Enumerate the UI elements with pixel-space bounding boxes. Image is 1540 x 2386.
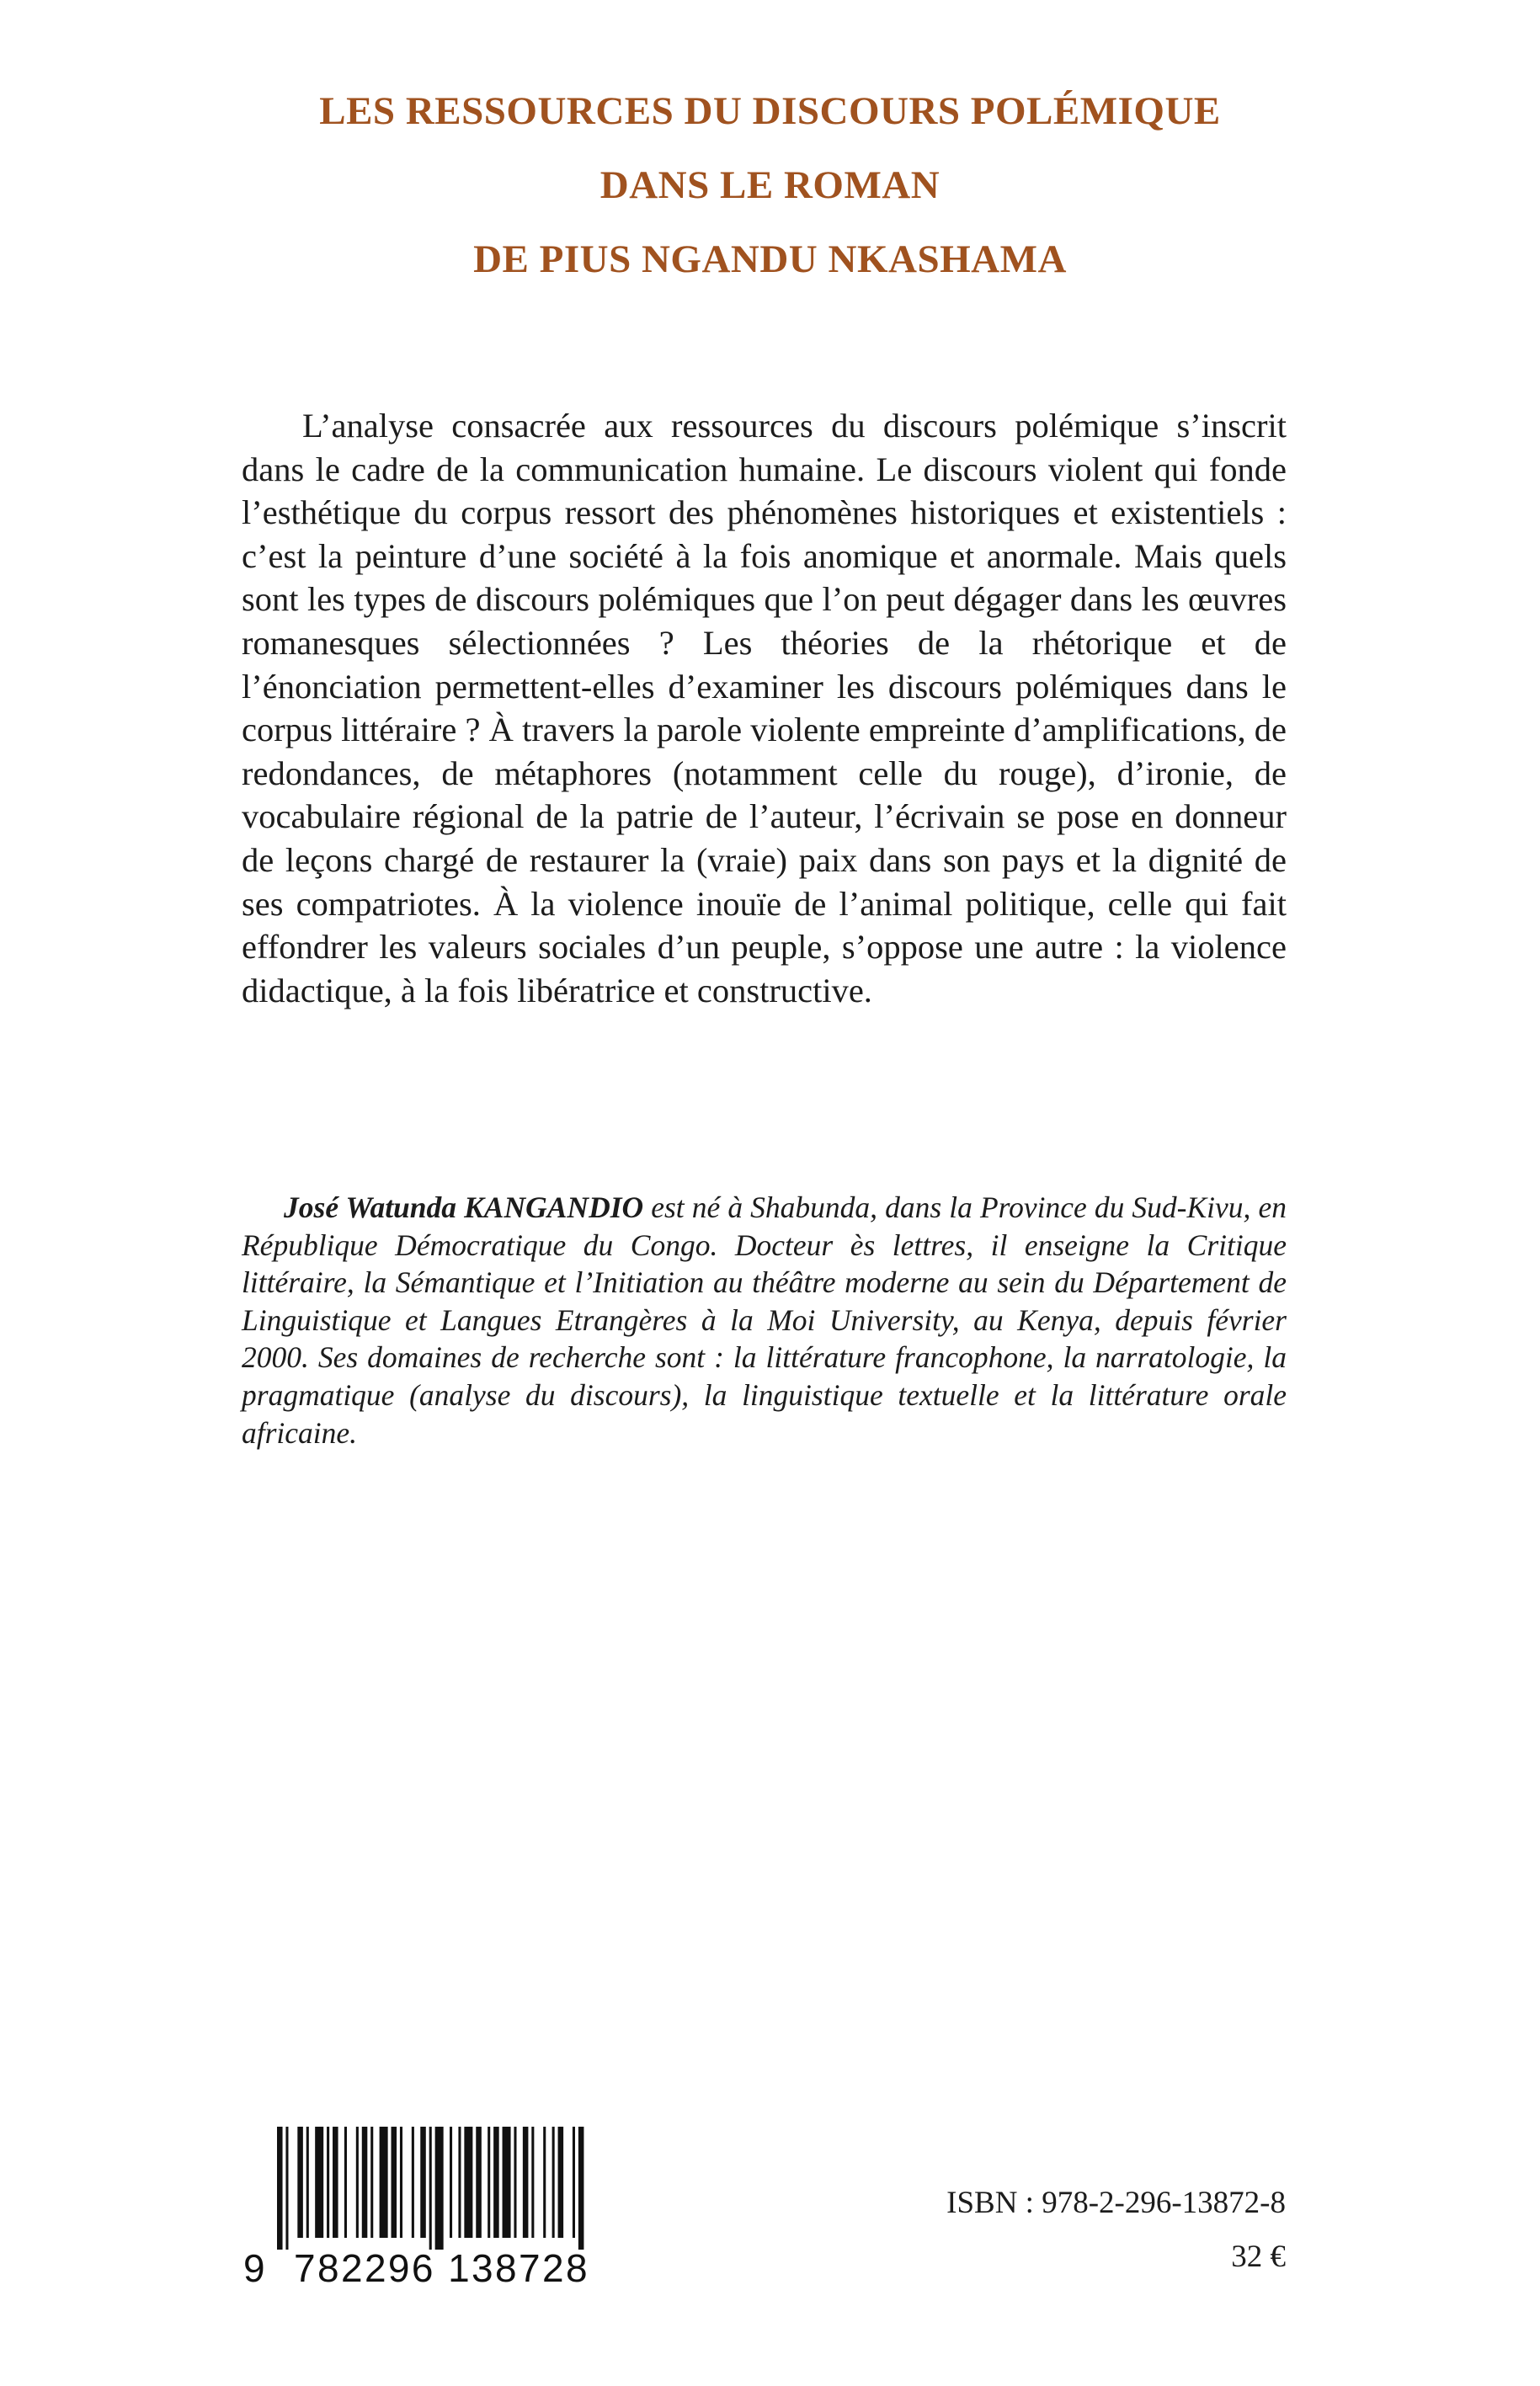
title-line-1: LES RESSOURCES DU DISCOURS POLÉMIQUE	[319, 89, 1221, 133]
author-bio-text: est né à Shabunda, dans la Province du Sud-Kivu, en République Démocratique du Congo. Docteur ès lettres, il enseigne la Critique littéraire, la Sémantique et l’Initiation au théâtre moderne au sein du Département de Linguistique et Langues Etrangères à la Moi University, au Kenya, depuis février 2000. Ses domaines de recherche sont : la littérature francophone, la narratologie, la pragmatique (analyse du discours), la linguistique textuelle et la littérature orale africaine.	[242, 1190, 1287, 1450]
barcode-bar	[392, 2127, 397, 2238]
author-bio	[242, 1189, 1287, 1451]
title-line-2: DANS LE ROMAN	[599, 163, 941, 207]
barcode-bar	[476, 2127, 482, 2238]
barcode-bar	[412, 2127, 414, 2238]
barcode-bar	[464, 2127, 472, 2238]
barcode-bar	[356, 2127, 359, 2238]
barcode-bar	[578, 2127, 584, 2250]
barcode-bar	[458, 2127, 461, 2238]
barcode-bar	[315, 2127, 323, 2238]
barcode-bar	[514, 2127, 516, 2238]
summary-paragraph: L’analyse consacrée aux ressources du discours polémique s’inscrit dans le cadre de la communication humaine. Le discours violent qui fonde l’esthétique du corpus ressort des phénomènes historiques et existentiels : c’est la peinture d’une société à la fois anomique et anormale. Mais quels sont les types de discours polémiques que l’on peut dégager dans les œuvres romanesques sélectionnées ? Les théories de la rhétorique et de l’énonciation permettent-elles d’examiner les discours polémiques dans le corpus littéraire ? À travers la parole violente empreinte d’amplifications, de redondances, de métaphores (notamment celle du rouge), d’ironie, de vocabulaire régional de la patrie de l’auteur, l’écrivain se pose en donneur de leçons chargé de restaurer la (vraie) paix dans son pays et la dignité de ses compatriotes. À la violence inouïe de l’animal politique, celle qui fait effondrer les valeurs sociales d’un peuple, s’oppose une autre : la violence didactique, à la fois libératrice et constructive.	[242, 407, 1287, 1009]
barcode-bars	[277, 2127, 622, 2250]
barcode-bar	[503, 2127, 511, 2238]
barcode-bar	[573, 2127, 575, 2238]
barcode-bar	[362, 2127, 368, 2238]
barcode-bar	[429, 2127, 432, 2250]
barcode-bar	[523, 2127, 529, 2238]
barcode-bar	[380, 2127, 388, 2238]
author-name: José Watunda KANGANDIO	[284, 1190, 644, 1224]
barcode-bar	[488, 2127, 490, 2238]
barcode-bar	[493, 2127, 499, 2238]
barcode-digits: 782296 138728	[294, 2246, 589, 2290]
price: 32 €	[1231, 2240, 1286, 2274]
isbn-barcode	[242, 2127, 625, 2293]
barcode-bar	[333, 2127, 338, 2238]
barcode-bar	[327, 2127, 329, 2238]
barcode-bar	[420, 2127, 426, 2238]
barcode-bar	[400, 2127, 402, 2238]
barcode-bar	[370, 2127, 373, 2238]
isbn-number: ISBN : 978-2-296-13872-8	[946, 2186, 1286, 2220]
barcode-bar	[531, 2127, 534, 2238]
barcode-bar	[558, 2127, 564, 2238]
barcode-bar	[277, 2127, 283, 2250]
barcode-bar	[285, 2127, 288, 2250]
barcode-bar	[306, 2127, 309, 2238]
barcode-bar	[543, 2127, 546, 2238]
barcode-bar	[450, 2127, 452, 2238]
barcode-first-digit: 9	[243, 2246, 265, 2290]
barcode-bar	[435, 2127, 444, 2250]
title-line-3: DE PIUS NGANDU NKASHAMA	[473, 237, 1067, 281]
book-title	[0, 74, 1540, 296]
barcode-bar	[297, 2127, 303, 2238]
barcode-bar	[344, 2127, 347, 2238]
barcode-bar	[552, 2127, 555, 2238]
